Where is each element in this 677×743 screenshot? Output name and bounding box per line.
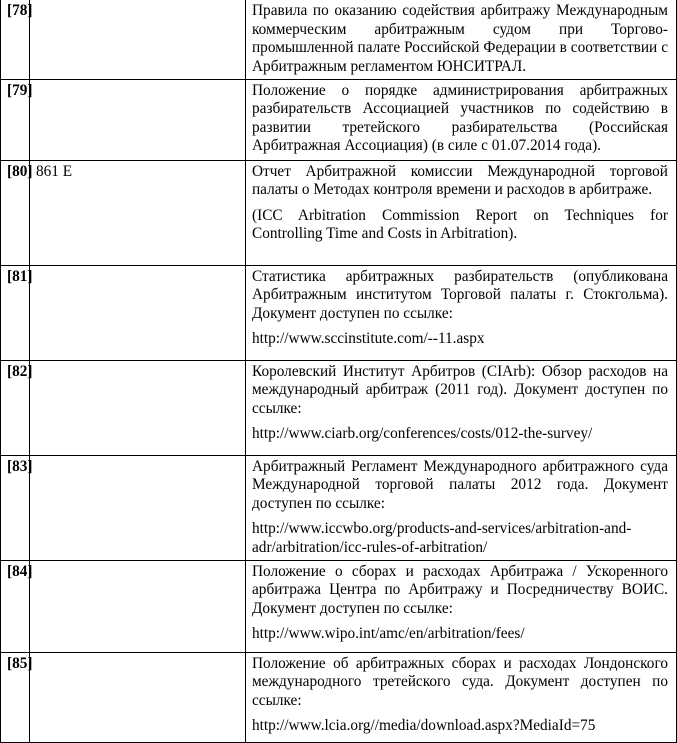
reference-description xyxy=(246,265,677,360)
reference-description xyxy=(246,560,677,652)
reference-description xyxy=(246,652,677,742)
reference-link[interactable]: http://www.lcia.org//media/download.aspx?MediaId=75 xyxy=(252,717,596,735)
reference-number: [84] xyxy=(1,560,30,652)
reference-code xyxy=(30,265,246,360)
table-row xyxy=(1,160,677,265)
reference-text: Положение об арбитражных сборах и расходах Лондонского международного третейского суда. Документ доступен по ссылке: xyxy=(252,654,668,709)
reference-code xyxy=(30,360,246,455)
reference-description xyxy=(246,79,677,160)
reference-code xyxy=(30,0,246,79)
reference-link[interactable]: http://www.sccinstitute.com/--11.aspx xyxy=(252,330,485,348)
reference-description xyxy=(246,360,677,455)
reference-text: Отчет Арбитражной комиссии Международной торговой палаты о Методах контроля времени и расходов в арбитраже. xyxy=(252,162,668,199)
table-row xyxy=(1,455,677,560)
reference-text: Положение о порядке администрирования арбитражных разбирательств Ассоциацией участников по содействию в развитии третейского разбирательства (Российская Арбитражная Ассоциация) (в силе с 01.07.2014 года). xyxy=(252,81,668,155)
reference-number: [83] xyxy=(1,455,30,560)
reference-link[interactable]: http://www.ciarb.org/conferences/costs/012-the-survey/ xyxy=(252,425,593,443)
reference-number: [80] xyxy=(1,160,30,265)
reference-text: Арбитражный Регламент Международного арбитражного суда Международной торговой палаты 2012 года. Документ доступен по ссылке: xyxy=(252,457,668,512)
reference-description xyxy=(246,0,677,79)
reference-number: [79] xyxy=(1,79,30,160)
reference-number: [85] xyxy=(1,652,30,742)
reference-text: Положение о сборах и расходах Арбитража / Ускоренного арбитража Центра по Арбитражу и Посредничеству ВОИС. Документ доступен по ссылке: xyxy=(252,562,668,617)
reference-code xyxy=(30,79,246,160)
reference-description xyxy=(246,455,677,560)
reference-description xyxy=(246,160,677,265)
reference-code xyxy=(30,455,246,560)
table-row xyxy=(1,0,677,79)
table-row xyxy=(1,79,677,160)
table-row xyxy=(1,265,677,360)
reference-number: [81] xyxy=(1,265,30,360)
table-row xyxy=(1,560,677,652)
reference-number: [82] xyxy=(1,360,30,455)
reference-text: (ICC Arbitration Commission Report on Techniques for Controlling Time and Costs in Arbitration). xyxy=(252,206,668,243)
table-row xyxy=(1,360,677,455)
reference-text: Статистика арбитражных разбирательств (опубликована Арбитражным институтом Торговой палаты г. Стокгольма). Документ доступен по ссылке: xyxy=(252,267,668,322)
reference-code xyxy=(30,652,246,742)
table-row xyxy=(1,652,677,742)
reference-text: Королевский Институт Арбитров (CIArb): Обзор расходов на международный арбитраж (2011 год). Документ доступен по ссылке: xyxy=(252,362,668,417)
reference-link[interactable]: http://www.iccwbo.org/products-and-services/arbitration-and-adr/arbitration/icc-rules-of-arbitration/ xyxy=(252,520,632,556)
reference-code xyxy=(30,560,246,652)
reference-number: [78] xyxy=(1,0,30,79)
reference-code: 861 E xyxy=(30,160,246,265)
reference-text: Правила по оказанию содействия арбитражу Международным коммерческим арбитражным судом при Торгово-промышленной палате Российской Федерации в соответствии с Арбитражным регламентом ЮНСИТРАЛ. xyxy=(252,2,668,75)
reference-link[interactable]: http://www.wipo.int/amc/en/arbitration/fees/ xyxy=(252,625,525,643)
